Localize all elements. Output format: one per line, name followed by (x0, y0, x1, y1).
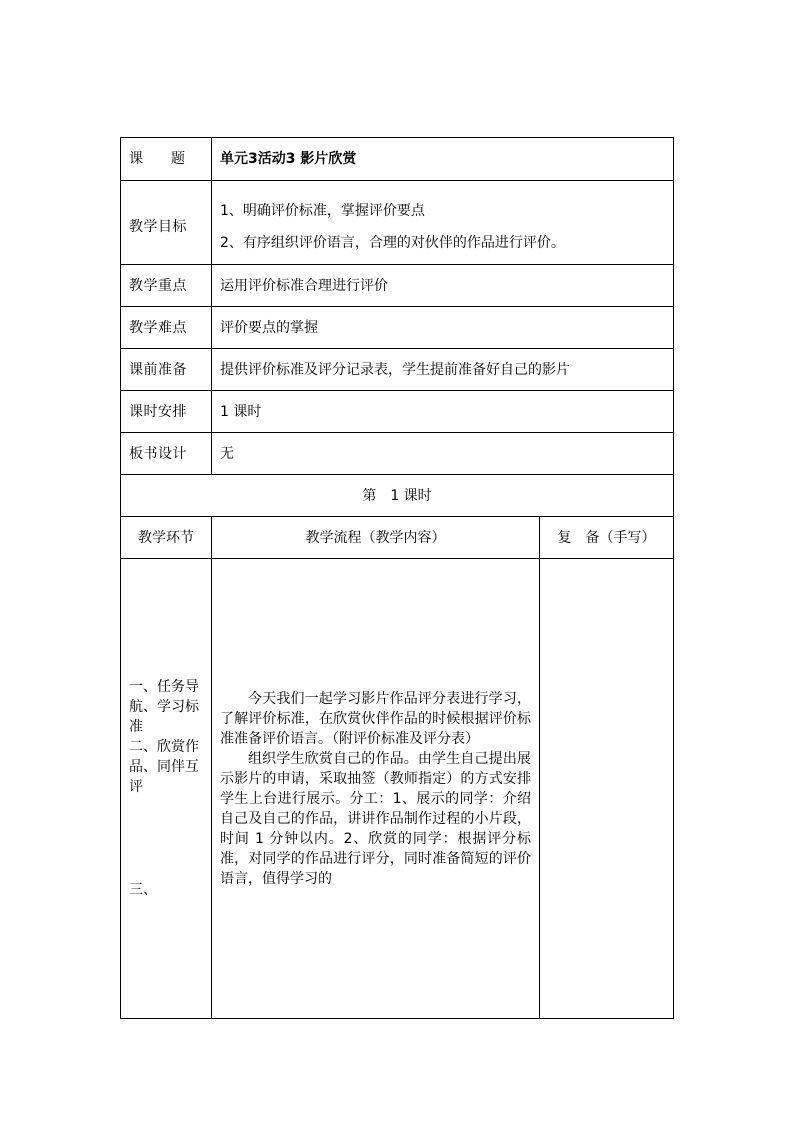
difficulties-value: 评价要点的掌握 (212, 307, 674, 349)
key-points-value: 运用评价标准合理进行评价 (212, 265, 674, 307)
row-objectives (121, 181, 674, 265)
header-flow: 教学流程（教学内容） (212, 517, 540, 559)
lesson-plan-table (120, 137, 674, 1019)
row-difficulties (121, 307, 674, 349)
step-line: 二、欣赏作 (129, 739, 199, 755)
step-line: 评 (129, 779, 143, 795)
row-key-points (121, 265, 674, 307)
difficulties-label: 教学难点 (121, 307, 212, 349)
step-line: 一、任务导 (129, 679, 199, 695)
row-headers (121, 517, 674, 559)
topic-value: 单元3活动3 影片欣赏 (212, 138, 674, 181)
row-board-design (121, 433, 674, 475)
preparation-label: 课前准备 (121, 349, 212, 391)
preparation-value: 提供评价标准及评分记录表，学生提前准备好自己的影片 (212, 349, 674, 391)
session-title: 第 1 课时 (121, 475, 674, 517)
objectives-label: 教学目标 (121, 181, 212, 265)
board-design-label: 板书设计 (121, 433, 212, 475)
schedule-value: 1 课时 (212, 391, 674, 433)
steps-cell (121, 559, 212, 1019)
step-line: 航、学习标 (129, 699, 199, 715)
header-notes: 复 备（手写） (540, 517, 674, 559)
objective-line-2: 2、有序组织评价语言，合理的对伙伴的作品进行评价。 (220, 235, 565, 251)
row-topic (121, 138, 674, 181)
board-design-value: 无 (212, 433, 674, 475)
topic-label: 课 题 (121, 138, 212, 181)
schedule-label: 课时安排 (121, 391, 212, 433)
header-step: 教学环节 (121, 517, 212, 559)
row-preparation (121, 349, 674, 391)
key-points-label: 教学重点 (121, 265, 212, 307)
notes-cell[interactable] (540, 559, 674, 1019)
step-spacer (129, 797, 203, 880)
flow-cell (212, 559, 540, 1019)
step-line: 三、 (129, 882, 157, 898)
row-content (121, 559, 674, 1019)
flow-paragraph-1: 今天我们一起学习影片作品评分表进行学习，了解评价标准，在欣赏伙伴作品的时候根据评价标准准备评价语言。（附评价标准及评分表） (220, 690, 531, 747)
row-session-title (121, 475, 674, 517)
step-line: 准 (129, 719, 143, 735)
objective-line-1: 1、明确评价标准，掌握评价要点 (220, 203, 425, 219)
row-schedule (121, 391, 674, 433)
objectives-value (212, 181, 674, 265)
step-line: 品、同伴互 (129, 759, 199, 775)
flow-paragraph-2: 组织学生欣赏自己的作品。由学生自己提出展示影片的申请，采取抽签（教师指定）的方式安排学生上台进行展示。分工：1、展示的同学：介绍自己及自己的作品，讲讲作品制作过程的小片段，时间 1 分钟以内。2、欣赏的同学：根据评分标准，对同学的作品进行评分，同时准备简短的评价语言，值得学习的 (220, 750, 531, 887)
